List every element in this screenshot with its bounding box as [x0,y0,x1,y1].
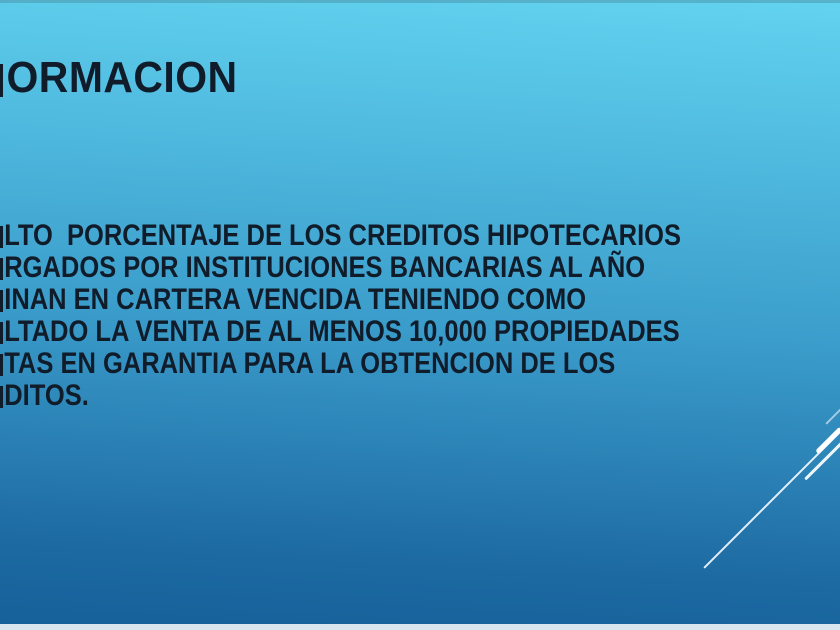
slide-title: ORMACION [6,53,238,102]
slide-body-text [0,220,840,412]
diagonal-streak-thick [815,427,840,455]
body-line-text: TAS EN GARANTIA PARA LA OBTENCION DE LOS [4,347,616,380]
body-line-text: LTO PORCENTAJE DE LOS CREDITOS HIPOTECARIOS [4,219,682,252]
slide-title-row [0,53,700,104]
body-text-line [0,348,840,380]
body-text-line [0,284,840,316]
body-line-text: DITOS. [4,379,89,412]
body-line-text: INAN EN CARTERA VENCIDA TENIENDO COMO [4,283,587,316]
slide-top-edge [0,0,840,3]
body-text-line [0,252,840,284]
body-text-line [0,220,840,252]
body-text-line [0,316,840,348]
slide-bottom-edge [0,624,840,630]
body-line-text: LTADO LA VENTA DE AL MENOS 10,000 PROPIEDADES [4,315,680,348]
body-text-line [0,380,840,412]
body-line-text: RGADOS POR INSTITUCIONES BANCARIAS AL AÑO [4,251,646,284]
